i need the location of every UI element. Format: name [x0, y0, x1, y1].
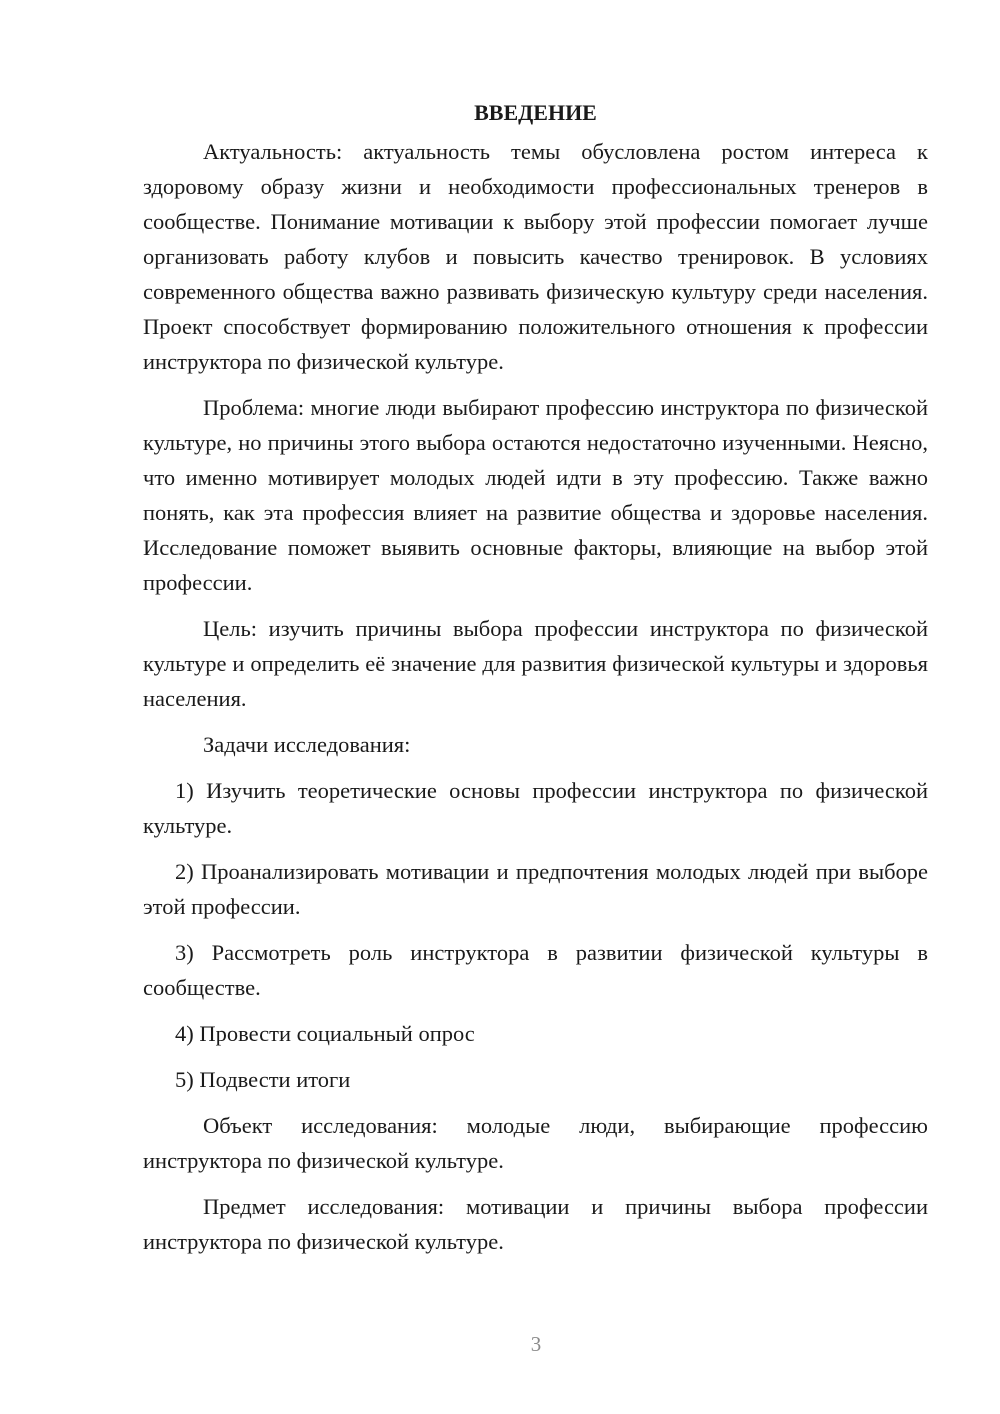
- page-content: [143, 95, 928, 1270]
- page-number: 3: [530, 1332, 542, 1356]
- task-item-4: 4) Провести социальный опрос: [175, 1021, 475, 1046]
- subject-paragraph: Предмет исследования: мотивации и причины выбора профессии инструктора по физической культуре.: [143, 1194, 928, 1254]
- task-item-3: 3) Рассмотреть роль инструктора в развитии физической культуры в сообществе.: [143, 940, 928, 1000]
- task-item-1: 1) Изучить теоретические основы профессии инструктора по физической культуре.: [143, 778, 928, 838]
- object-paragraph: Объект исследования: молодые люди, выбирающие профессию инструктора по физической культуре.: [143, 1113, 928, 1173]
- problem-paragraph: Проблема: многие люди выбирают профессию инструктора по физической культуре, но причины этого выбора остаются недостаточно изученными. Неясно, что именно мотивирует молодых людей идти в эту профессию. Также важно понять, как эта профессия влияет на развитие общества и здоровье населения. Исследование поможет выявить основные факторы, влияющие на выбор этой профессии.: [143, 395, 928, 595]
- relevance-paragraph: Актуальность: актуальность темы обусловлена ростом интереса к здоровому образу жизни и необходимости профессиональных тренеров в сообществе. Понимание мотивации к выбору этой профессии помогает лучше организовать работу клубов и повысить качество тренировок. В условиях современного общества важно развивать физическую культуру среди населения. Проект способствует формированию положительного отношения к профессии инструктора по физической культуре.: [143, 139, 928, 374]
- tasks-heading: Задачи исследования:: [203, 732, 411, 757]
- task-item-5: 5) Подвести итоги: [175, 1067, 351, 1092]
- goal-paragraph: Цель: изучить причины выбора профессии инструктора по физической культуре и определить её значение для развития физической культуры и здоровья населения.: [143, 616, 928, 711]
- page-title: ВВЕДЕНИЕ: [474, 100, 597, 125]
- task-item-2: 2) Проанализировать мотивации и предпочтения молодых людей при выборе этой профессии.: [143, 859, 928, 919]
